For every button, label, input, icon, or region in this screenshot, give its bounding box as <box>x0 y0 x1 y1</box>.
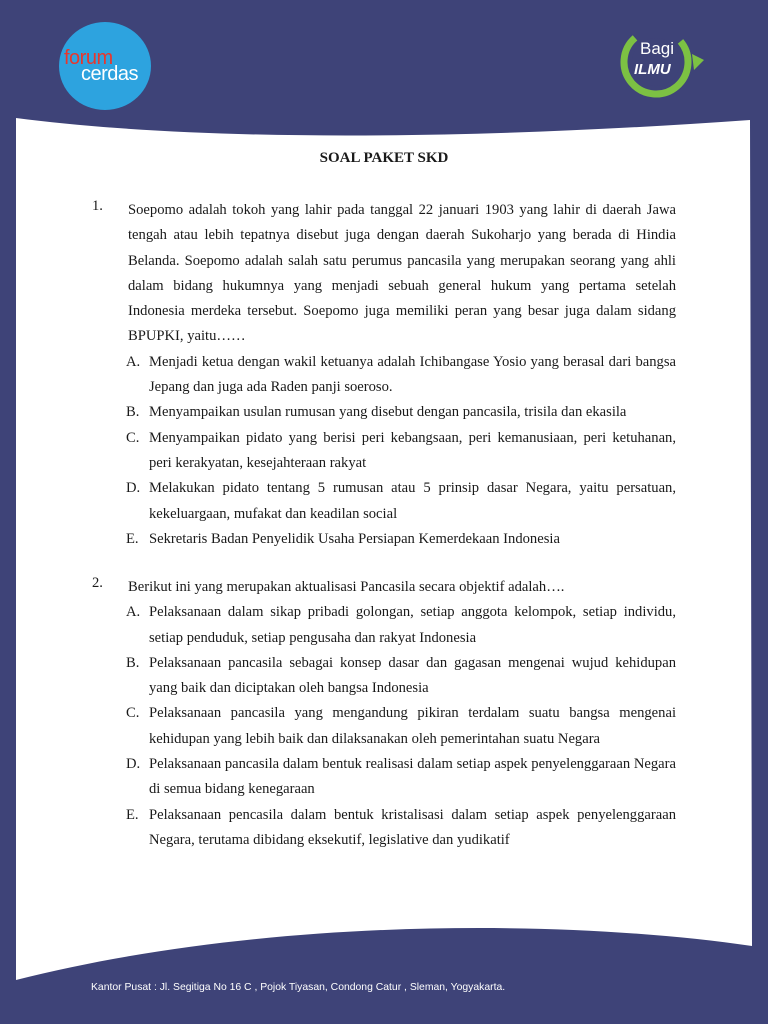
option-text: Pelaksanaan pancasila dalam bentuk realisasi dalam setiap aspek penyelenggaraan Negara di semua bidang kenegaraan <box>149 756 676 798</box>
answer-option-a <box>92 600 676 651</box>
logo-left-line2: cerdas <box>81 63 139 85</box>
option-letter: A. <box>126 353 141 370</box>
option-text: Menyampaikan usulan rumusan yang disebut dengan pancasila, trisila dan ekasila <box>149 404 627 421</box>
option-text: Pelaksanaan pancasila yang mengandung pikiran terdalam suatu bangsa mengenai kehidupan yang lebih baik dan dilaksanakan oleh pemerintahan suatu Negara <box>149 705 676 747</box>
option-text: Pelaksanaan dalam sikap pribadi golongan, setiap anggota kelompok, setiap individu, setiap penduduk, setiap pengusaha dan rakyat Indonesia <box>149 604 676 646</box>
answer-option-e <box>92 527 676 552</box>
option-letter: C. <box>126 429 140 446</box>
option-letter: E. <box>126 530 139 547</box>
option-text: Pelaksanaan pencasila dalam bentuk kristalisasi dalam setiap aspek penyelenggaraan Negara, terutama dibidang eksekutif, legislative dan yudikatif <box>149 806 676 848</box>
answer-option-b <box>92 651 676 702</box>
question-text: Soepomo adalah tokoh yang lahir pada tanggal 22 januari 1903 yang lahir di daerah Jawa tengah atau lebih tepatnya disebut juga dengan daerah Sukoharjo yang berada di Hindia Belanda. Soepomo adalah salah satu perumus pancasila yang merupakan seorang yang ahli dalam bidang hukumnya yang menjadi sebuah general hukum yang pertama setelah Indonesia merdeka tersebut. Soepomo juga memiliki peran yang besar juga dalam sidang BPUPKI, yaitu…… <box>128 202 676 345</box>
option-letter: B. <box>126 654 140 671</box>
option-text: Sekretaris Badan Penyelidik Usaha Persiapan Kemerdekaan Indonesia <box>149 530 560 547</box>
bagi-ilmu-logo <box>608 18 718 110</box>
question-2 <box>92 575 676 853</box>
option-letter: B. <box>126 404 140 421</box>
answer-option-e <box>92 803 676 854</box>
logo-right-line1: Bagi <box>640 39 675 58</box>
answer-option-d <box>92 752 676 803</box>
forum-cerdas-logo <box>59 22 151 110</box>
document-title: SOAL PAKET SKD <box>319 150 449 166</box>
answer-option-c <box>92 426 676 477</box>
question-text: Berikut ini yang merupakan aktualisasi Pancasila secara objektif adalah…. <box>128 579 565 595</box>
footer-address: Kantor Pusat : Jl. Segitiga No 16 C , Pojok Tiyasan, Condong Catur , Sleman, Yogyakarta. <box>91 982 506 993</box>
answer-option-c <box>92 701 676 752</box>
answer-option-b <box>92 400 676 425</box>
logo-left-line1: forum <box>64 47 113 69</box>
answer-option-d <box>92 476 676 527</box>
question-number: 2. <box>92 575 103 591</box>
logo-right-line2: ILMU <box>634 61 671 78</box>
option-text: Menjadi ketua dengan wakil ketuanya adalah Ichibangase Yosio yang berasal dari bangsa Jepang dan juga ada Raden panji soeroso. <box>149 353 676 396</box>
answer-options <box>92 350 676 552</box>
answer-options <box>92 600 676 853</box>
question-1 <box>92 198 676 552</box>
option-letter: D. <box>126 480 141 497</box>
answer-option-a <box>92 350 676 401</box>
option-text: Menyampaikan pidato yang berisi peri kebangsaan, peri kemanusiaan, peri ketuhanan, peri kerakyatan, kesejahteraan rakyat <box>149 429 676 471</box>
option-letter: A. <box>126 604 141 621</box>
option-letter: E. <box>126 806 139 823</box>
option-text: Pelaksanaan pancasila sebagai konsep dasar dan gagasan mengenai wujud kehidupan yang baik dan diciptakan oleh bangsa Indonesia <box>149 654 676 697</box>
option-text: Melakukan pidato tentang 5 rumusan atau 5 prinsip dasar Negara, yaitu persatuan, kekeluargaan, mufakat dan keadilan social <box>149 480 676 522</box>
option-letter: D. <box>126 756 141 773</box>
question-number: 1. <box>92 198 103 214</box>
option-letter: C. <box>126 705 140 722</box>
